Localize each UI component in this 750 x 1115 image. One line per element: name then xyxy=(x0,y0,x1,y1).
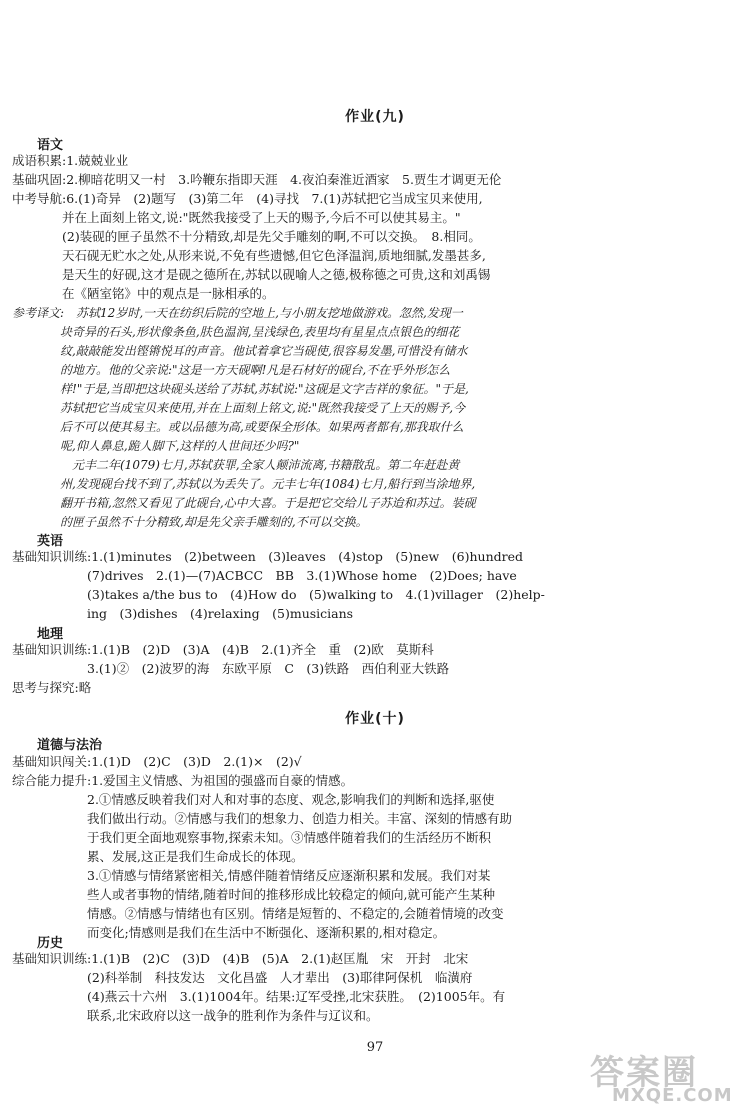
geography-line: 3.(1)② (2)波罗的海 东欧平原 C (3)铁路 西伯利亚大铁路 xyxy=(12,661,450,676)
morality-law-heading: 道德与法治 xyxy=(37,738,103,753)
chinese-line: 中考导航:6.(1)奇异 (2)题写 (3)第二年 (4)寻找 7.(1)苏轼把它当成宝贝来使用, xyxy=(12,191,483,206)
morality-line: 些人或者事物的情绪,随着时间的推移形成比较稳定的倾向,就可能产生某种 xyxy=(12,887,495,902)
chinese-line: 是天生的好砚,这才是砚之德所在,苏轼以砚喻人之德,极称德之可贵,这和刘禹锡 xyxy=(12,267,491,282)
translation-line: 样!"于是,当即把这块砚头送给了苏轼,苏轼说:"这砚是文字吉祥的象征。"于是, xyxy=(12,382,469,396)
morality-line: 综合能力提升:1.爱国主义情感、为祖国的强盛而自豪的情感。 xyxy=(12,773,354,788)
geography-line: 思考与探究:略 xyxy=(12,680,92,695)
chinese-line: 天石砚无贮水之处,从形来说,不免有些遗憾,但它色泽温润,质地细腻,发墨甚多, xyxy=(12,248,486,263)
translation-line: 元丰二年(1079)七月,苏轼获罪,全家人颠沛流离,书籍散乱。第二年赶赴黄 xyxy=(12,458,460,472)
morality-line: 2.①情感反映着我们对人和对事的态度、观念,影响我们的判断和选择,驱使 xyxy=(12,792,495,807)
english-line: ing (3)dishes (4)relaxing (5)musicians xyxy=(12,606,354,621)
morality-line: 3.①情感与情绪紧密相关,情感伴随着情绪反应逐渐积累和发展。我们对某 xyxy=(12,868,491,883)
morality-line: 而变化;情感则是我们在生活中不断强化、逐渐积累的,相对稳定。 xyxy=(12,925,446,940)
watermark-logo: 答案圈 xyxy=(590,1053,698,1093)
history-line: 联系,北宋政府以这一战争的胜利作为条件与辽议和。 xyxy=(12,1008,379,1023)
watermark xyxy=(590,1045,740,1105)
translation-line: 块奇异的石头,形状像条鱼,肤色温润,呈浅绿色,表里均有星星点点银色的细花 xyxy=(12,325,460,339)
chinese-line: 在《陋室铭》中的观点是一脉相承的。 xyxy=(12,286,275,301)
translation-line: 的地方。他的父亲说:"这是一方天砚啊!凡是石材好的砚台,不在乎外形怎么 xyxy=(12,363,451,377)
translation-line: 州,发现砚台找不到了,苏轼以为丢失了。元丰七年(1084)七月,船行到当涂地界, xyxy=(12,477,476,491)
morality-line: 累、发展,这正是我们生命成长的体现。 xyxy=(12,849,304,864)
translation-line: 的匣子虽然不十分精致,却是先父亲手雕刻的,不可以交换。 xyxy=(12,515,368,529)
chinese-line: 成语积累:1.兢兢业业 xyxy=(12,153,129,168)
english-line: (7)drives 2.(1)—(7)ACBCC BB 3.(1)Whose home (2)Does; have xyxy=(12,568,517,583)
english-heading: 英语 xyxy=(37,534,64,549)
homework-9-title: 作业(九) xyxy=(345,109,405,125)
english-line: (3)takes a/the bus to (4)How do (5)walking to 4.(1)villager (2)help- xyxy=(12,587,545,602)
watermark-url: MXQE.COM xyxy=(612,1085,733,1106)
translation-line: 苏轼把它当成宝贝来使用,并在上面刻上铭文,说:"既然我接受了上天的赐予,今 xyxy=(12,401,466,415)
history-line: (4)燕云十六州 3.(1)1004年。结果:辽军受挫,北宋获胜。 (2)1005年。有 xyxy=(12,989,506,1004)
morality-line: 于我们更全面地观察事物,探索未知。③情感伴随着我们的生活经历不断积 xyxy=(12,830,491,845)
chinese-line: 基础巩固:2.柳暗花明又一村 3.吟鞭东指即天涯 4.夜泊秦淮近酒家 5.贾生才调更无伦 xyxy=(12,172,502,187)
translation-line: 参考译文: 苏轼12岁时,一天在纺织后院的空地上,与小朋友挖地做游戏。忽然,发现一 xyxy=(12,306,463,320)
translation-line: 呢,仰人鼻息,跪人脚下,这样的人世间还少吗?" xyxy=(12,439,300,453)
history-heading: 历史 xyxy=(37,936,64,951)
translation-line: 纹,敲敲能发出铿锵悦耳的声音。他试着拿它当砚使,很容易发墨,可惜没有储水 xyxy=(12,344,468,358)
geography-heading: 地理 xyxy=(37,627,64,642)
morality-line: 情感。②情感与情绪也有区别。情绪是短暂的、不稳定的,会随着情境的改变 xyxy=(12,906,504,921)
history-line: 基础知识训练:1.(1)B (2)C (3)D (4)B (5)A 2.(1)赵匡胤 宋 开封 北宋 xyxy=(12,951,469,966)
chinese-line: 并在上面刻上铭文,说:"既然我接受了上天的赐予,今后不可以使其易主。" xyxy=(12,210,461,225)
english-line: 基础知识训练:1.(1)minutes (2)between (3)leaves (4)stop (5)new (6)hundred xyxy=(12,549,523,564)
geography-line: 基础知识训练:1.(1)B (2)D (3)A (4)B 2.(1)齐全 重 (2)欧 莫斯科 xyxy=(12,642,434,657)
morality-line: 基础知识闯关:1.(1)D (2)C (3)D 2.(1)× (2)√ xyxy=(12,754,302,769)
history-line: (2)科举制 科技发达 文化昌盛 人才辈出 (3)耶律阿保机 临潢府 xyxy=(12,970,473,985)
morality-line: 我们做出行动。②情感与我们的想象力、创造力相关。丰富、深刻的情感有助 xyxy=(12,811,513,826)
translation-line: 翻开书箱,忽然又看见了此砚台,心中大喜。于是把它交给儿子苏迨和苏过。装砚 xyxy=(12,496,476,510)
page-number: 97 xyxy=(366,1040,384,1055)
homework-10-title: 作业(十) xyxy=(345,711,405,727)
translation-line: 后不可以使其易主。或以品德为高,或要保全形体。如果两者都有,那我取什么 xyxy=(12,420,464,434)
chinese-line: (2)装砚的匣子虽然不十分精致,却是先父手雕刻的啊,不可以交换。 8.相同。 xyxy=(12,229,481,244)
chinese-heading: 语文 xyxy=(37,138,64,153)
